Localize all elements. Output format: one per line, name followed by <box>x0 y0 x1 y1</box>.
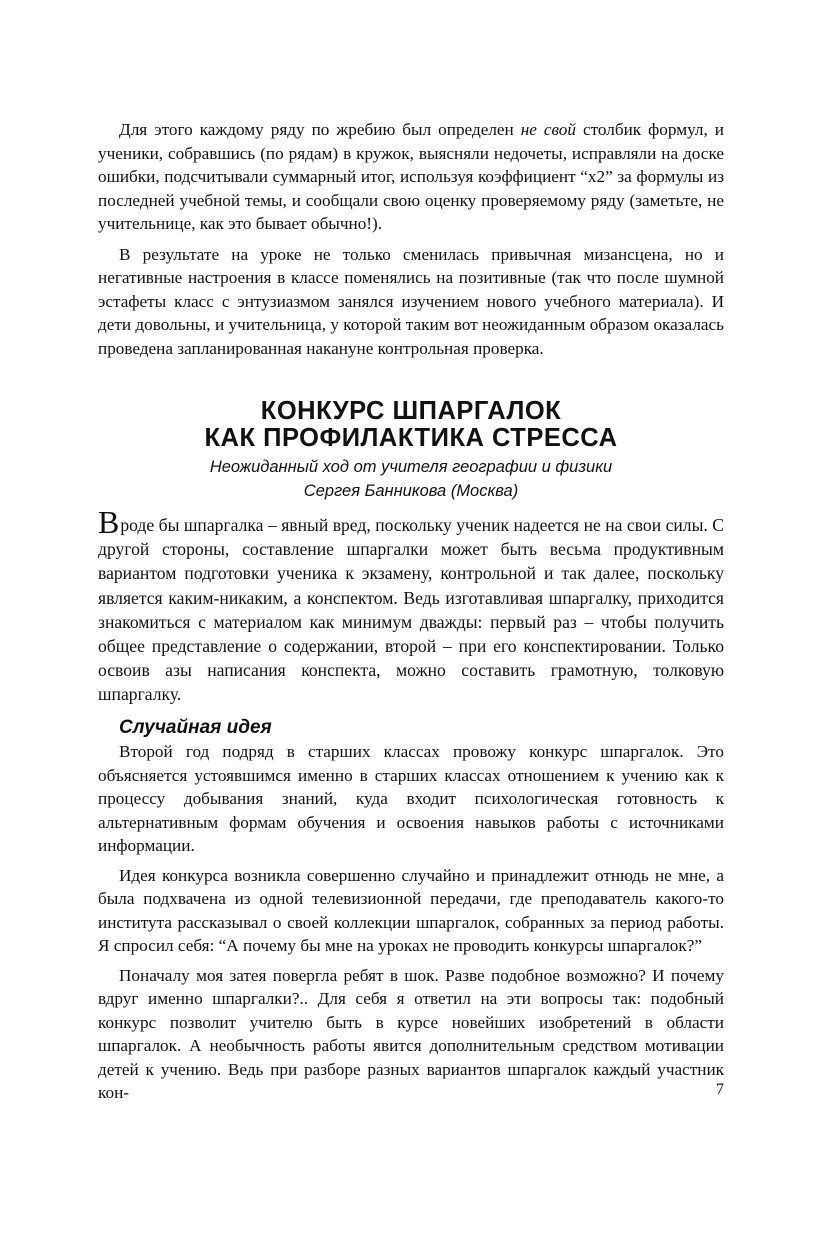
page-number: 7 <box>716 1081 724 1098</box>
intro-paragraph-2: В результате на уроке не только сменилась привычная мизансцена, но и негативные настроения в классе поменялись на позитивные (так что после шумной эстафеты класс с энтузиазмом занялся изучением нового учебного материала). И дети довольны, и учительница, у которой таким вот неожиданным образом оказалась проведена запланированная накануне контрольная проверка. <box>98 244 724 358</box>
article-lead <box>98 504 724 707</box>
section-body <box>98 740 724 1105</box>
intro-p1-end: столбик формул, и ученики, собравшись (по рядам) в кружок, выясняли недочеты, исправляли на доске ошибки, подсчитывали суммарный итог, используя коэффициент “х2” за формулы из последней учебной темы, и сообщали свою оценку проверяемому ряду (заметьте, не учительнице, как это бывает обычно!). <box>98 120 724 233</box>
drop-cap: В <box>98 504 120 540</box>
article-subtitle-line-1: Неожиданный ход от учителя географии и физики <box>209 458 613 476</box>
article-subtitle-line-2: Сергея Банникова (Москва) <box>303 482 519 500</box>
section-heading: Случайная идея <box>119 717 272 738</box>
intro-paragraph-1 <box>98 118 724 236</box>
article-title <box>98 398 724 452</box>
intro-p1-start: Для этого каждому ряду по жребию был определен <box>119 120 521 139</box>
section-paragraph-1: Второй год подряд в старших классах провожу конкурс шпаргалок. Это объясняется устоявшимся именно в старших классах отношением к учению как к процессу добывания знаний, куда входит психологическая готовность к альтернативным формам обучения и освоения навыков работы с источниками информации. <box>98 742 724 855</box>
section-paragraph-3: Поначалу моя затея повергла ребят в шок. Разве подобное возможно? И почему вдруг именно шпаргалки?.. Для себя я ответил на эти вопросы так: подобный конкурс позволит учителю быть в курсе новейших изобретений в области шпаргалок. А необычность работы явится дополнительным средством мотивации детей к учению. Ведь при разборе разных вариантов шпаргалок каждый участник кон- <box>98 965 724 1102</box>
lead-text: роде бы шпаргалка – явный вред, поскольку ученик надеется не на свои силы. С другой стороны, составление шпаргалки может быть весьма продуктивным вариантом подготовки ученика к экзамену, контрольной и так далее, поскольку является каким-никаким, а конспектом. Ведь изготавливая шпаргалку, приходится знакомиться с материалом как минимум дважды: первый раз – чтобы получить общее представление о содержании, второй – при его конспектировании. Только освоив азы написания конспекта, можно составить грамотную, толковую шпаргалку. <box>98 515 724 705</box>
article-title-line-1: КОНКУРС ШПАРГАЛОК <box>260 397 562 425</box>
article-subtitle <box>98 455 724 503</box>
lead-paragraph <box>98 504 724 707</box>
intro-p1-italic: не свой <box>520 120 576 139</box>
article-title-line-2: КАК ПРОФИЛАКТИКА СТРЕССА <box>204 424 618 452</box>
section-paragraph-2: Идея конкурса возникла совершенно случайно и принадлежит отнюдь не мне, а была подхвачена из одной телевизионной передачи, где преподаватель какого-то института рассказывал о своей коллекции шпаргалок, собранных за период работы. Я спросил себя: “А почему бы мне на уроках не проводить конкурсы шпаргалок?” <box>98 865 724 955</box>
intro-text <box>98 118 724 360</box>
